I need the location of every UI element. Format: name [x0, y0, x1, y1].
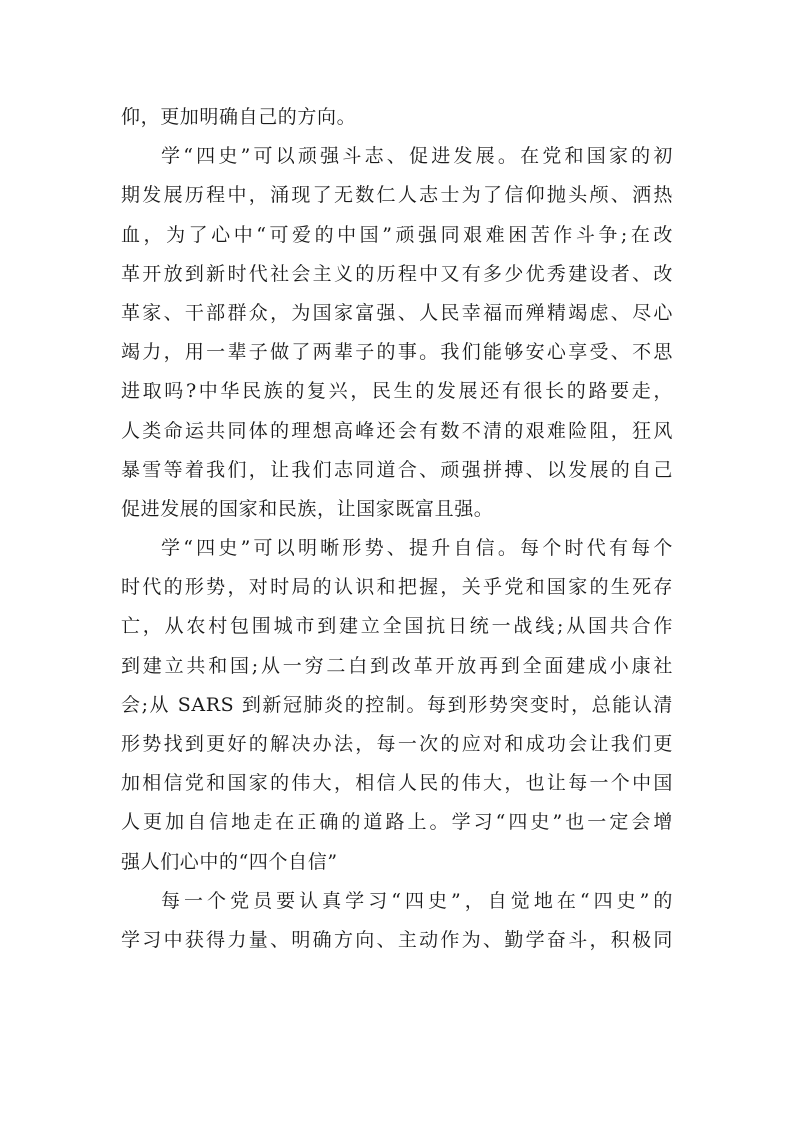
text-line: 血，为了心中“可爱的中国”顽强同艰难困苦作斗争;在改 [121, 223, 673, 246]
text-line: 人更加自信地走在正确的道路上。学习“四史”也一定会增 [121, 811, 673, 834]
text-line: 革开放到新时代社会主义的历程中又有多少优秀建设者、改 [121, 262, 673, 285]
paragraph [121, 137, 673, 529]
text-line: 形势找到更好的解决办法，每一次的应对和成功会让我们更 [121, 733, 673, 755]
text-line: 进取吗?中华民族的复兴，民生的发展还有很长的路要走， [121, 380, 673, 403]
text-line: 学“四史”可以顽强斗志、促进发展。在党和国家的初 [161, 145, 673, 168]
text-line: 期发展历程中，涌现了无数仁人志士为了信仰抛头颅、洒热 [121, 184, 673, 207]
text-line: 到建立共和国;从一穷二白到改革开放再到全面建成小康社 [121, 654, 673, 677]
paragraph [121, 882, 673, 960]
text-line: 学“四史”可以明晰形势、提升自信。每个时代有每个 [161, 537, 673, 560]
text-line: 促进发展的国家和民族，让国家既富且强。 [121, 497, 494, 520]
text-line: 革家、干部群众，为国家富强、人民幸福而殚精竭虑、尽心 [121, 301, 673, 324]
text-line: 学习中获得力量、明确方向、主动作为、勤学奋斗，积极同 [121, 928, 673, 951]
paragraph [121, 529, 673, 882]
text-line: 暴雪等着我们，让我们志同道合、顽强拼搏、以发展的自己 [121, 458, 673, 481]
text-line: 亡，从农村包围城市到建立全国抗日统一战线;从国共合作 [121, 615, 673, 638]
text-line: 时代的形势，对时局的认识和把握，关乎党和国家的生死存 [121, 576, 673, 599]
text-line: 人类命运共同体的理想高峰还会有数不清的艰难险阻，狂风 [121, 419, 673, 442]
text-line: 会;从 SARS 到新冠肺炎的控制。每到形势突变时，总能认清 [121, 693, 673, 716]
document-body [121, 98, 673, 960]
paragraph [121, 98, 673, 137]
text-line: 加相信党和国家的伟大，相信人民的伟大，也让每一个中国 [121, 772, 673, 795]
text-line: 仰，更加明确自己的方向。 [121, 106, 357, 128]
text-line: 竭力，用一辈子做了两辈子的事。我们能够安心享受、不思 [121, 341, 673, 364]
text-line: 每一个党员要认真学习“四史”，自觉地在“四史”的 [161, 889, 673, 912]
text-line: 强人们心中的“四个自信” [121, 850, 338, 873]
